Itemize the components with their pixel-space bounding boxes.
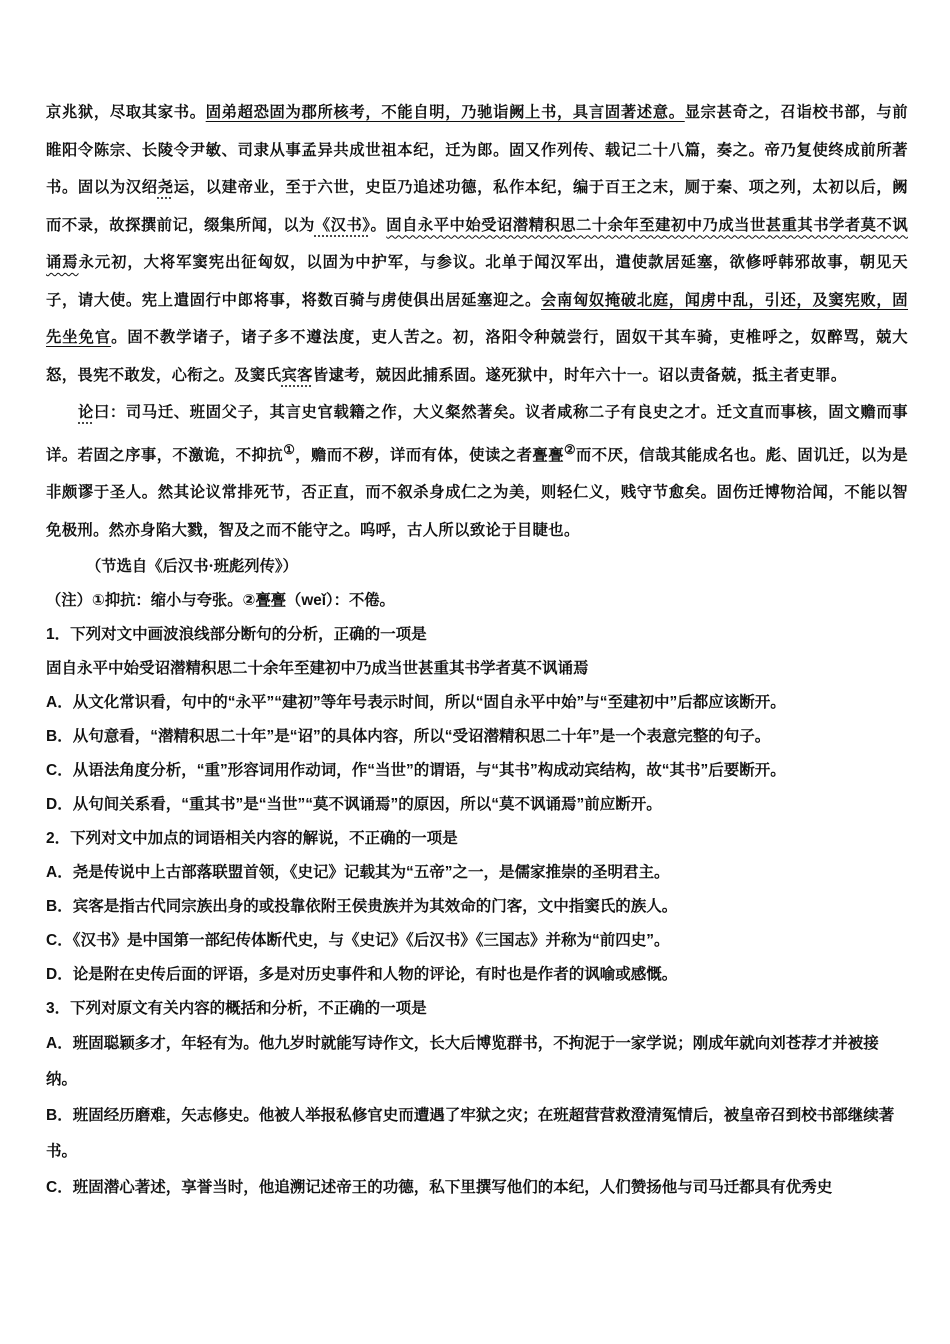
question-2 (46, 822, 908, 992)
question-3 (46, 992, 908, 1206)
passage-source: （节选自《后汉书·班彪列传》） (86, 557, 298, 576)
passage-text: 皆逮考，兢因此捕系固。遂死狱中，时年六十一。诏以责备兢，抵主者吏罪。 (312, 365, 847, 384)
dotted-term-lun: 论 (78, 403, 94, 421)
passage-note: （注）①抑抗：缩小与夸张。②亹亹（weǐ）：不倦。 (46, 592, 395, 610)
underlined-sentence-2: 会南匈奴掩破北庭，闻虏中乱，引还，及窦宪败，固先坐免官 (46, 290, 909, 346)
dotted-term-yao: 尧 (157, 178, 174, 196)
option-b[interactable]: B．班固经历磨难，矢志修史。他被人举报私修官史而遭遇了牢狱之灾；在班超营营救澄清冤情后，被皇帝召到校书部继续著书。 (46, 1107, 895, 1161)
question-stem: 3．下列对原文有关内容的概括和分析，不正确的一项是 (46, 1000, 427, 1018)
dotted-term-binke: 宾客 (281, 365, 313, 384)
classical-passage (46, 94, 908, 549)
question-1 (46, 618, 908, 822)
wavy-underlined-sentence: 固自永平中始受诏潜精积思二十余年至建初中乃成当世甚重其书学者莫不讽诵焉 (46, 215, 909, 271)
underlined-sentence-1: 固弟超恐固为郡所核考，不能自明，乃驰诣阙上书，具言固著述意。 (205, 103, 685, 121)
option-b[interactable]: B．从句意看，“潜精积思二十年”是“诏”的具体内容，所以“受诏潜精积思二十年”是一个表意完整的句子。 (46, 728, 771, 746)
passage-text: 。固不教学诸子，诸子多不遵法度，吏人苦之。初，洛阳令种兢尝行，固奴干其车骑，吏椎呼之，奴醉骂，兢大怒，畏宪不敢发，心衔之。及窦氏 (46, 328, 908, 384)
passage-text: 永元初，大将军窦宪出征匈奴，以固为中护军，与参议。北单于闻汉军出，遣使款居延塞，欲修呼韩邪故事，朝见天子，请大使。宪上遣固行中郎将事，将数百骑与虏使俱出居延塞迎之。 (46, 253, 908, 309)
option-d[interactable]: D．论是附在史传后面的评语，多是对历史事件和人物的评论，有时也是作者的讽喻或感慨。 (46, 966, 678, 984)
option-a[interactable]: A．班固聪颖多才，年轻有为。他九岁时就能写诗作文，长大后博览群书，不拘泥于一家学说；刚成年就向刘苍荐才并被接纳。 (46, 1035, 879, 1089)
passage-text: 京兆狱，尽取其家书。 (46, 103, 206, 121)
passage-text: ，赡而不秽，详而有体，使读之者亹亹 (295, 445, 565, 464)
passage-text: 而不厌，信哉其能成名也。彪、固讥迁，以为是非颇谬于圣人。然其论议常排死节，否正直，而不叙杀身成仁之为美，则轻仁义，贱守节愈矣。固伤迁博物洽闻，不能以智免极刑。然亦身陷大戮，智及之而不能守之。呜呼，古人所以致论于目睫也。 (46, 445, 908, 539)
option-d[interactable]: D．从句间关系看，“重其书”是“当世”“莫不讽诵焉”的原因，所以“莫不讽诵焉”前应断开。 (46, 796, 662, 814)
option-c[interactable]: C．《汉书》是中国第一部纪传体断代史，与《史记》《后汉书》《三国志》并称为“前四史”。 (46, 932, 670, 950)
option-a[interactable]: A．从文化常识看，句中的“永平”“建初”等年号表示时间，所以“固自永平中始”与“至建初中”后都应该断开。 (46, 694, 786, 712)
footnote-marker-2: ② (564, 442, 576, 458)
question-stem: 2．下列对文中加点的词语相关内容的解说，不正确的一项是 (46, 830, 458, 848)
option-c[interactable]: C．班固潜心著述，享誉当时，他追溯记述帝王的功德，私下里撰写他们的本纪，人们赞扬他与司马迁都具有优秀史 (46, 1179, 833, 1197)
footnote-marker-1: ① (283, 442, 296, 458)
passage-paragraph-1 (46, 94, 908, 394)
dotted-term-hanshu: 《汉书》 (314, 215, 371, 234)
passage-text: 。 (370, 215, 387, 234)
option-b[interactable]: B．宾客是指古代同宗族出身的或投靠依附王侯贵族并为其效命的门客，文中指窦氏的族人。 (46, 898, 678, 916)
passage-text: 显宗甚奇之，召诣校书部，与前睢阳令陈宗、长陵令尹敏、司隶从事孟异共成世祖本纪，迁为郎。固又作列传、载记二十八篇，奏之。帝乃复使终成前所著书。固以为汉绍 (46, 103, 908, 196)
passage-text: 运，以建帝业，至于六世，史臣乃追述功德，私作本纪，编于百王之末，厕于秦、项之列，太初以后，阙而不录，故探撰前记，缀集所闻，以为 (46, 178, 908, 234)
exam-page (46, 94, 908, 1206)
passage-paragraph-2 (46, 394, 908, 549)
question-stem: 1．下列对文中画波浪线部分断句的分析，正确的一项是 (46, 626, 427, 644)
option-a[interactable]: A．尧是传说中上古部落联盟首领，《史记》记载其为“五帝”之一，是儒家推崇的圣明君主。 (46, 864, 670, 882)
passage-text: 曰：司马迁、班固父子，其言史官载籍之作，大义粲然著矣。议者咸称二子有良史之才。迁文直而事核，固文赡而事详。若固之序事，不激诡，不抑抗 (46, 403, 908, 464)
option-c[interactable]: C．从语法角度分析，“重”形容词用作动词，作“当世”的谓语，与“其书”构成动宾结构，故“其书”后要断开。 (46, 762, 786, 780)
question-quote: 固自永平中始受诏潜精积思二十余年至建初中乃成当世甚重其书学者莫不讽诵焉 (46, 660, 589, 678)
